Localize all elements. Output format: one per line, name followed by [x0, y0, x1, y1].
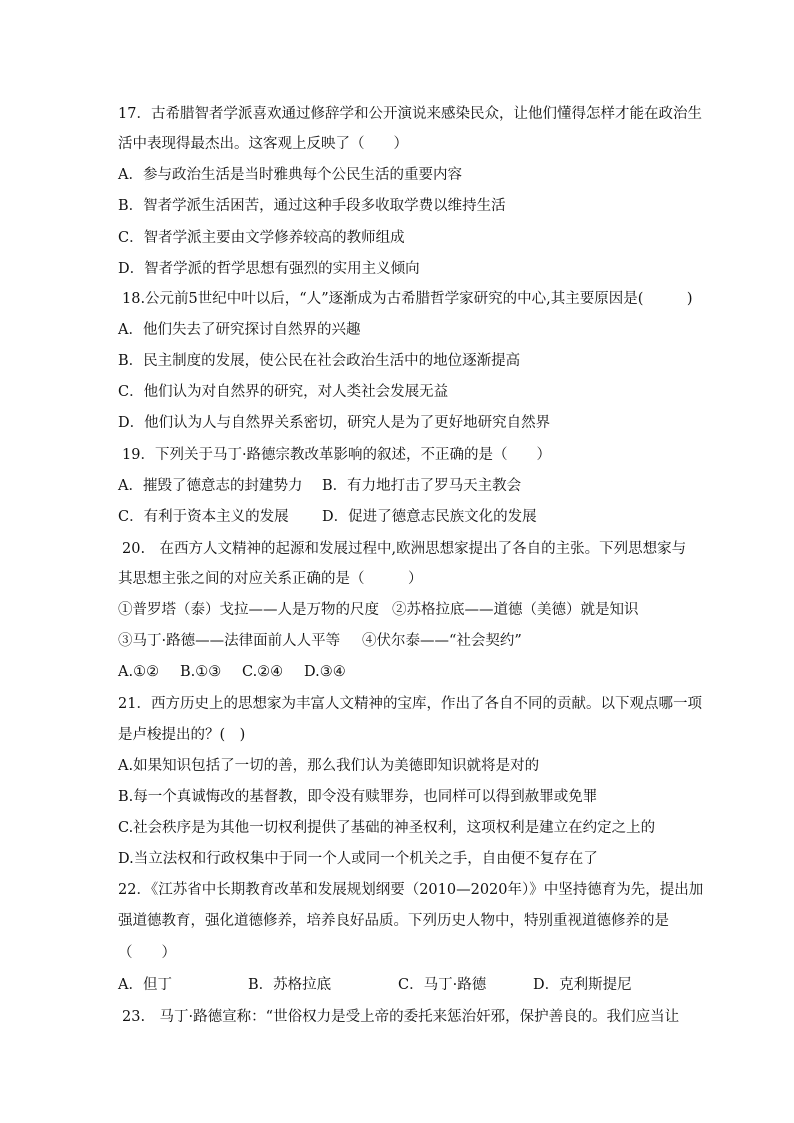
q17-option-c: C．智者学派主要由文学修养较高的教师组成 — [118, 230, 405, 246]
q21-option-c: C.社会秩序是为其他一切权利提供了基础的神圣权利，这项权利是建立在约定之上的 — [118, 820, 656, 836]
q19-stem-line-1: 19．下列关于马丁·路德宗教改革影响的叙述，不正确的是（ ） — [122, 447, 552, 463]
q22-option-c: C．马丁·路德 — [398, 977, 487, 993]
q22-option-a: A．但丁 — [118, 977, 172, 993]
q17-stem-line-2: 活中表现得最杰出。这客观上反映了（ ） — [118, 136, 408, 152]
q20-option-c: C.②④ — [242, 664, 284, 680]
q18-option-b: B．民主制度的发展，使公民在社会政治生活中的地位逐渐提高 — [118, 353, 521, 369]
q18-stem-line-1: 18.公元前5世纪中叶以后，“人”逐渐成为古希腊哲学家研究的中心,其主要原因是( ) — [122, 291, 693, 307]
q20-item-2: ②苏格拉底——道德（美德）就是知识 — [392, 602, 639, 618]
q19-option-a: A．摧毁了德意志的封建势力 — [118, 478, 303, 494]
q22-stem-line-2: 强道德教育，强化道德修养，培养良好品质。下列历史人物中，特别重视道德修养的是 — [118, 913, 669, 929]
q20-option-d: D.③④ — [304, 664, 346, 680]
q17-option-b: B．智者学派生活困苦，通过这种手段多收取学费以维持生活 — [118, 198, 506, 214]
q23-stem-line-1: 23. 马丁·路德宣称：“世俗权力是受上帝的委托来惩治奸邪，保护善良的。我们应当让 — [122, 1009, 680, 1025]
q19-option-d: D．促进了德意志民族文化的发展 — [322, 509, 537, 525]
q21-option-a: A.如果知识包括了一切的善，那么我们认为美德即知识就将是对的 — [118, 758, 540, 774]
q18-option-c: C．他们认为对自然界的研究，对人类社会发展无益 — [118, 384, 449, 400]
q22-stem-line-3: （ ） — [118, 945, 176, 961]
q17-option-d: D．智者学派的哲学思想有强烈的实用主义倾向 — [118, 261, 420, 277]
q20-stem-line-1: 20. 在西方人文精神的起源和发展过程中,欧洲思想家提出了各自的主张。下列思想家与 — [122, 541, 687, 557]
q21-stem-line-2: 是卢梭提出的？( ) — [118, 727, 246, 743]
q21-option-b: B.每一个真诚悔改的基督教，即令没有赎罪券，也同样可以得到赦罪或免罪 — [118, 789, 598, 805]
q20-option-a: A.①② — [118, 664, 160, 680]
q19-option-c: C．有利于资本主义的发展 — [118, 509, 289, 525]
q19-option-b: B．有力地打击了罗马天主教会 — [322, 478, 522, 494]
q20-item-4: ④伏尔泰——“社会契约” — [362, 633, 522, 649]
q20-option-b: B.①③ — [180, 664, 222, 680]
q18-option-d: D．他们认为人与自然界关系密切，研究人是为了更好地研究自然界 — [118, 415, 551, 431]
q22-option-d: D．克利斯提尼 — [533, 977, 632, 993]
q18-option-a: A．他们失去了研究探讨自然界的兴趣 — [118, 322, 361, 338]
q20-stem-line-2: 其思想主张之间的对应关系正确的是（ ） — [118, 571, 423, 587]
q20-item-3: ③马丁·路德——法律面前人人平等 — [118, 633, 341, 649]
q17-option-a: A．参与政治生活是当时雅典每个公民生活的重要内容 — [118, 167, 462, 183]
q22-option-b: B．苏格拉底 — [248, 977, 332, 993]
q17-stem-line-1: 17．古希腊智者学派喜欢通过修辞学和公开演说来感染民众，让他们懂得怎样才能在政治生 — [118, 106, 702, 122]
q21-stem-line-1: 21．西方历史上的思想家为丰富人文精神的宝库，作出了各自不同的贡献。以下观点哪一项 — [118, 696, 702, 712]
q22-stem-line-1: 22．《江苏省中长期教育改革和发展规划纲要（2010—2020年）》中坚持德育为先，提出加 — [118, 882, 704, 898]
q20-item-1: ①普罗塔（泰）戈拉——人是万物的尺度 — [118, 602, 379, 618]
q21-option-d: D.当立法权和行政权集中于同一个人或同一个机关之手，自由便不复存在了 — [118, 851, 598, 867]
